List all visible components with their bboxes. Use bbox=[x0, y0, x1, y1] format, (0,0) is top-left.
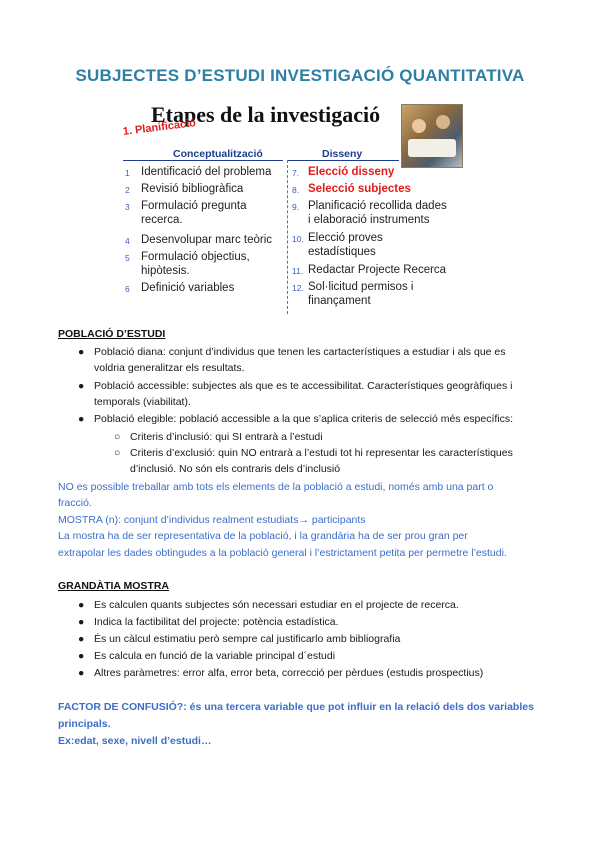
note-text: fracció. bbox=[58, 497, 92, 509]
note-text: NO es possible treballar amb tots els elements de la població a estudi, només amb una part o bbox=[58, 481, 494, 493]
note-text: extrapolar les dades obtingudes a la població general i l’estrictament petita per permetre l’estudi. bbox=[58, 547, 507, 559]
bullet-item: ● Indica la factibilitat del projecte: potència estadística. bbox=[78, 616, 339, 628]
bullet-item: ● Població accessible: subjectes als que es te accessibilitat. Característiques geogràfiques i bbox=[78, 380, 513, 392]
bullet-item: ● Es calcula en funció de la variable principal d´estudi bbox=[78, 650, 336, 662]
meeting-photo bbox=[401, 104, 463, 168]
column-heading-conceptualitzacio: Conceptualització bbox=[173, 148, 263, 160]
sub-bullet-continuation: d’inclusió. No són els contraris dels d’inclusió bbox=[130, 463, 341, 475]
bullet-item: ● Població diana: conjunt d’individus que tenen les cartacterístiques a estudiar i als que es bbox=[78, 346, 506, 358]
confusion-factor-text: FACTOR DE CONFUSIÓ?: és una tercera variable que pot influir en la relació dels dos variables bbox=[58, 701, 534, 713]
bullet-item: ● És un càlcul estimatiu però sempre cal justificarlo amb bibliografia bbox=[78, 633, 401, 645]
column-heading-disseny: Disseny bbox=[322, 148, 363, 160]
bullet-item: ● Altres paràmetres: error alfa, error beta, correcció per pèrdues (estudis prospectius) bbox=[78, 667, 484, 679]
section-heading-mostra: GRANDÀTIA MOSTRA bbox=[58, 580, 170, 592]
research-stages-figure: Etapes de la investigació 1. Planificació Conceptualització Disseny 1 Identificació del problema 2 Revisió bibliogràfica 3 Formulació pregunta recerca. 4 Desenvolupar marc teòric 5 Formulació objectius, hipòtesis. 6 Definició variables 7. Elecció disseny 8. Selecció subjectes 9. Planificació recollida dades i elaboració instruments 10. Elecció proves estadístiques 11. Redactar Projecte Recerca 12. Sol·licitud permisos i finançament bbox=[115, 96, 465, 318]
column-divider bbox=[287, 160, 288, 314]
sub-bullet-item: ○ Criteris d’exclusió: quin NO entrarà a l’estudi tot hi representar les característiques bbox=[114, 447, 513, 459]
note-text: La mostra ha de ser representativa de la població, i la grandària ha de ser prou gran per bbox=[58, 530, 468, 542]
bullet-continuation: voldria generalitzar els resultats. bbox=[94, 362, 245, 374]
sub-bullet-item: ○ Criteris d’inclusió: qui SI entrarà a l’estudi bbox=[114, 431, 323, 443]
heading-underline bbox=[123, 160, 283, 161]
phase-label: 1. Planificació bbox=[122, 117, 197, 138]
heading-underline bbox=[287, 160, 399, 161]
bullet-continuation: temporals (viabilitat). bbox=[94, 396, 191, 408]
bullet-item: ● Es calculen quants subjectes són necessari estudiar en el projecte de recerca. bbox=[78, 599, 459, 611]
note-text: MOSTRA (n): conjunt d’individus realment estudiats→ participants bbox=[58, 514, 366, 526]
confusion-example-text: Ex:edat, sexe, nivell d’estudi… bbox=[58, 735, 212, 747]
section-heading-poblacio: POBLACIÓ D’ESTUDI bbox=[58, 328, 166, 340]
page-title: SUBJECTES D’ESTUDI INVESTIGACIÓ QUANTITATIVA bbox=[75, 66, 525, 85]
confusion-factor-text: principals. bbox=[58, 718, 111, 730]
figure-heading: Etapes de la investigació bbox=[151, 102, 381, 127]
bullet-item: ● Població elegible: població accessible a la que s’aplica criteris de selecció més específics: bbox=[78, 413, 514, 425]
